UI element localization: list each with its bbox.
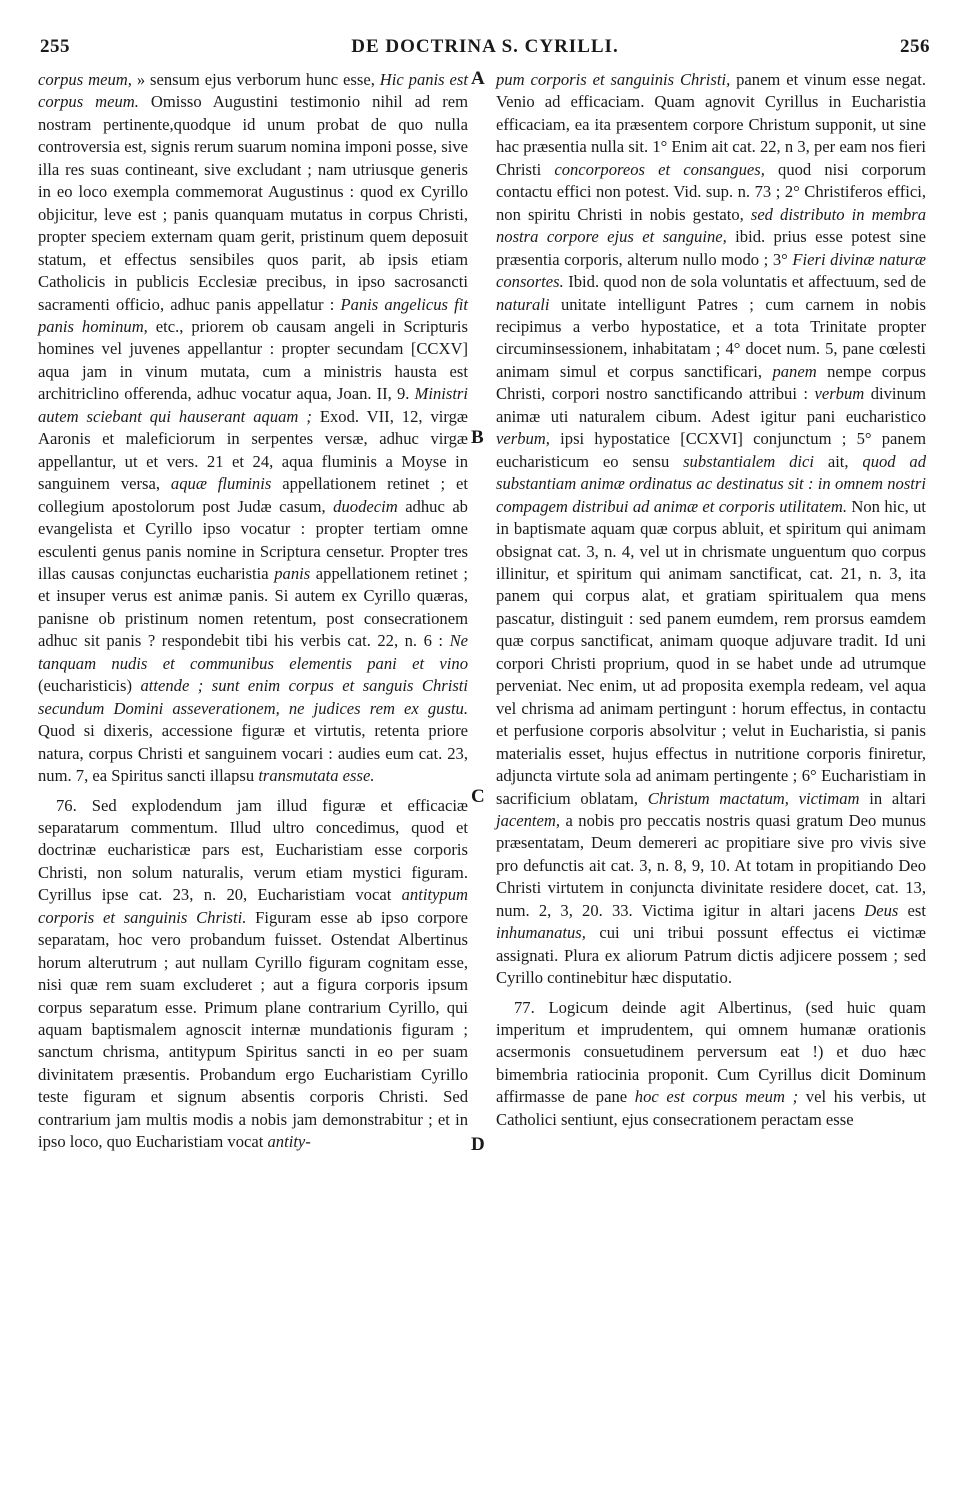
text-run: est bbox=[898, 900, 926, 920]
text-run: » sensum ejus verborum hunc esse, bbox=[131, 70, 380, 89]
italic-run: aquæ fluminis bbox=[170, 474, 272, 494]
italic-run: attende ; sunt enim corpus et sanguis Christi secundum Domini asseverationem, ne judices rem ex gustu. bbox=[38, 676, 469, 718]
running-title: DE DOCTRINA S. CYRILLI. bbox=[351, 36, 619, 57]
italic-run: concorporeos et consangues, bbox=[554, 159, 765, 179]
text-run: ibid. prius esse potest sine præsentia corporis, alterum nullo modo ; 3° bbox=[496, 227, 926, 269]
text-run: 77. Logicum deinde agit Albertinus, (sed huic quam imperitum et imprudentem, qui omnem humanæ orationis acsermonis consuetudinem perversum eat !) et duo hæc bimembria ratiocinia proponit. Cum Cyrillus dicit Dominum affirmasse de pane bbox=[496, 997, 926, 1107]
italic-run: sed distributo in membra nostra corpore ejus et sanguine, bbox=[496, 204, 926, 247]
italic-run: Hic panis est corpus meum. bbox=[38, 70, 468, 112]
text-run: Omisso Augustini testimonio nihil ad rem nostram pertinente,quodque id unum probat de quo nulla controversia est, signis rerum suarum nomina imponi posse, sive illa res suas contineant, sive excludant ; nam utriusque generis in eo loco exempla commemorat Augustinus : quod ex Cyrillo objicitur, leve est ; panis quanquam mutatus in corpus Christi, propter speciem externam quam gerit, pristinum quem deposuit statum, et effectus sensibiles quos parit, ab ipsis etiam Catholicis in publicis Ecclesiæ precibus, in ipso sacrosancti sacramenti officio, adhuc panis appellatur : bbox=[38, 92, 468, 314]
left-column bbox=[38, 69, 468, 1154]
italic-run: Fieri divinæ naturæ consortes. bbox=[496, 249, 927, 292]
text-run: Quod si dixeris, accessione figuræ et virtutis, retenta priore natura, corpus Christi et sanguinem vocari : audies eum cat. 23, num. 7, ea Spiritus sancti illapsu bbox=[38, 721, 468, 786]
italic-run: verbum bbox=[814, 384, 865, 404]
italic-run: inhumanatus, bbox=[496, 923, 586, 943]
paragraph-76 bbox=[38, 795, 468, 1154]
text-run: adhuc ab evangelista et Cyrillo ipso vocatur : propter tertiam omne esculenti genus panis nomine in Scriptura censetur. Propter tres illas causas conjunctas eucharistia bbox=[38, 496, 468, 583]
text-run: Exod. VII, 12, virgæ Aaronis et maleficiorum in serpentes versæ, adhuc virgæ appellantur, ut et vers. 21 et 24, aqua fluminis a Moyse in sanguinem versa, bbox=[38, 406, 468, 494]
text-run: quod nisi corporum contactu effici non potest. Vid. sup. n. 73 ; 2° Christiferos effici, non spiritu Christi in nobis gestato, bbox=[496, 159, 927, 224]
margin-marker-c: C bbox=[471, 786, 485, 807]
italic-run: Ministri autem sciebant qui hauserant aquam ; bbox=[38, 384, 468, 426]
text-run: Ibid. quod non de sola voluntatis et affectuum, sed de bbox=[563, 272, 926, 292]
italic-run: antity- bbox=[267, 1132, 311, 1152]
text-run: nempe corpus Christi, corpori nostro sanctificando attribui : bbox=[496, 361, 926, 404]
text-run: 76. Sed explodendum jam illud figuræ et efficaciæ separatarum commentum. Illud ultro concedimus, quod et doctrinæ eucharisticæ pars est, Eucharistiam esse corporis Christi, non solum naturalis, verum etiam mystici figuram. Cyrillus ipse cat. 23, n. 20, Eucharistiam vocat bbox=[38, 795, 468, 905]
italic-run: Christum mactatum, victimam bbox=[647, 788, 860, 808]
paragraph bbox=[496, 69, 926, 990]
italic-run: substantialem dici bbox=[683, 451, 814, 471]
italic-run: quod ad substantiam animæ ordinatus ac destinatus sit : in omnem nostri compagem distribui ad animæ et corporis utilitatem. bbox=[496, 451, 926, 516]
text-run: appellationem retinet ; et collegium apostolorum post Judæ casum, bbox=[38, 474, 468, 516]
margin-marker-d: D bbox=[471, 1134, 485, 1155]
italic-run: naturali bbox=[496, 294, 550, 314]
text-run: ipsi hypostatice [CCXVI] conjunctum ; 5° panem eucharisticum eo sensu bbox=[496, 429, 926, 471]
italic-run: jacentem, bbox=[496, 810, 561, 830]
margin-marker-a: A bbox=[471, 68, 485, 89]
text-run: cui uni tribui possunt effectus ei victimæ assignati. Plura ex aliorum Patrum dictis adjicere possem ; sed Cyrillo continebitur hæc disputatio. bbox=[496, 923, 926, 988]
italic-run: duodecim bbox=[333, 496, 398, 516]
text-run: unitate intelligunt Patres ; cum carnem in nobis recipimus a verbo hypostatice, et a tota Trinitate propter circuminsessionem, inhabitatam ; 4° docet num. 5, pane cœlesti animam simul et corpus sanctificari, bbox=[496, 294, 926, 381]
text-run: Figuram esse ab ipso corpore separatam, hoc vero probandum fuisset. Ostendat Albertinus horum alterutrum ; aut nullam Cyrillo figuram cognitam esse, nisi quæ rem suam excluderet ; aut a figura corporis ipsum corpus separatum esse. Primum plane contrarium Cyrillo, qui aquam baptismalem agnoscit internæ mundationis figuram ; sanctum chrisma, antitypum Spiritus sancti in eo per suam divinitatem præsentis. Probandum ergo Eucharistiam Cyrillo teste figuram et signum absentis corporis Christi. Sed contrarium jam multis modis a nobis jam demonstrabitur ; et in ipso loco, quo Eucharistiam vocat bbox=[38, 907, 468, 1152]
italic-run: hoc est corpus meum ; bbox=[634, 1087, 799, 1107]
italic-run: pum corporis et sanguinis Christi, bbox=[496, 70, 731, 89]
paragraph-77 bbox=[496, 997, 926, 1132]
italic-run: Ne tanquam nudis et communibus elementis pani et vino bbox=[38, 631, 468, 673]
italic-run: panis bbox=[274, 563, 311, 583]
italic-run: panem bbox=[772, 361, 817, 381]
text-run: in altari bbox=[859, 788, 926, 808]
running-header bbox=[40, 36, 930, 62]
italic-run: Deus bbox=[864, 900, 899, 920]
text-run: a nobis pro peccatis nostris quasi gratum Deo munus præsentatam, Deum demereri ac propitiare sive pro vivis sive pro defunctis ait cat. 3, n. 8, 9, 10. At totam in propitiando Deo Christi virtutem in conjuncta divinitate residere docet, cat. 13, num. 2, 3, 20. 33. Victima igitur in altari jacens bbox=[496, 810, 926, 920]
text-run: appellationem retinet ; et insuper verus est animæ panis. Si autem ex Cyrillo quæras, panisne ob pristinum nomen retentum, post consecrationem adhuc sit panis ? respondebit tibi his verbis cat. 22, n. 6 : bbox=[38, 563, 468, 651]
paragraph bbox=[38, 69, 468, 788]
text-run: divinum animæ uti naturalem cibum. Adest igitur pani eucharistico bbox=[496, 384, 927, 426]
margin-marker-b: B bbox=[471, 427, 484, 448]
page-number-right: 256 bbox=[900, 36, 930, 57]
italic-run: transmutata esse. bbox=[258, 766, 375, 786]
right-column bbox=[496, 69, 926, 1131]
text-run: etc., priorem ob causam angeli in Scripturis homines vel juvenes appellantur : propter secundam [CCXV] aqua jam in vinum mutata, cum a ministris hausta est architriclino offerenda, adhuc vocatur aqua, Joan. II, 9. bbox=[38, 316, 468, 404]
text-run: (eucharisticis) bbox=[38, 676, 141, 696]
text-run: panem et vinum esse negat. Venio ad efficaciam. Quam agnovit Cyrillus in Eucharistia efficaciam, ea ita præsentem corpore Christum supponit, ut sine hac præsentia nulla sit. 1° Enim ait cat. 22, n 3, per eam nos fieri Christi bbox=[496, 70, 926, 179]
italic-run: verbum, bbox=[496, 429, 550, 449]
text-run: vel his verbis, ut Catholici sentiunt, ejus consecrationem peractam esse bbox=[496, 1087, 926, 1129]
text-run: Non hic, ut in baptismate aquam quæ corpus abluit, et spiritum qui animam obsignat cat. 3, n. 4, vel ut in chrismate unguentum quo corpus illinitur, et spiritum qui animam sanctificat, cat. 21, n. 3, ita panem qui corpus alat, et gratiam spiritualem qua mens pascatur, distinguit : sed panem eumdem, rem prorsus eamdem quæ corpus sanctificat, animam quoque adjuvare tradit. Id uni corpori Christi proprium, quod in se habet unde ad utrumque perveniat. Nec enim, ut ad proposita exempla redeam, vel aqua vel chrisma ad animam pertingunt : horum effectus, in contactu et perfusione corporis absolvitur ; velut in Eucharistia, si panis materialis esset, hujus effectus in nutritione corporis finiretur, adjuncta virtute sola ad animam pertingente ; 6° Eucharistiam in sacrificium oblatam, bbox=[496, 496, 926, 808]
page-number-left: 255 bbox=[40, 36, 70, 57]
italic-run: Panis angelicus fit panis hominum, bbox=[38, 294, 468, 336]
text-run: ait, bbox=[814, 451, 863, 471]
italic-run: antitypum corporis et sanguinis Christi. bbox=[38, 885, 468, 927]
italic-run: corpus meum, bbox=[38, 70, 132, 89]
